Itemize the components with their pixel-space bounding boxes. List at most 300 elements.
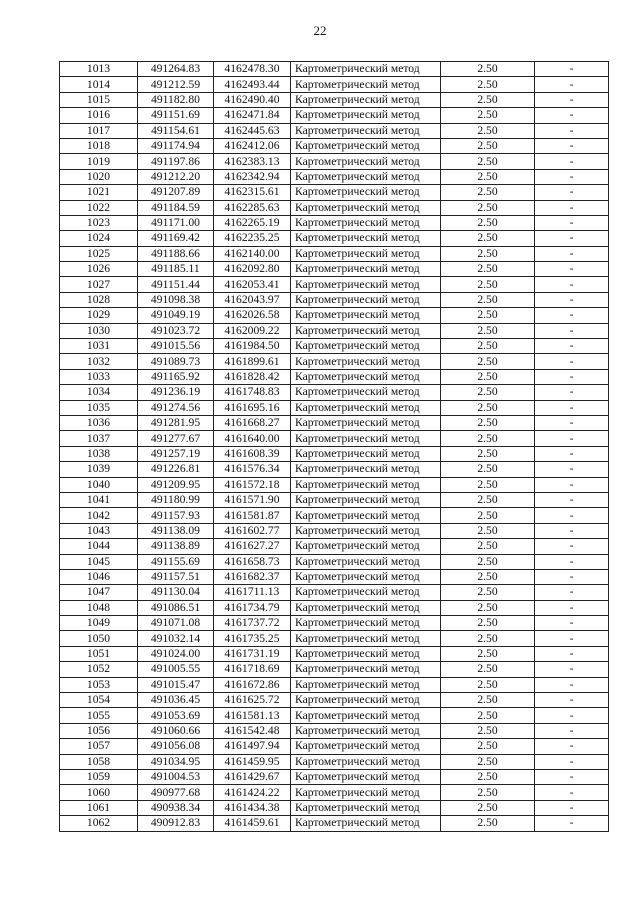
x-coordinate-cell: 491155.69 [138, 554, 214, 569]
accuracy-cell: 2.50 [441, 215, 535, 230]
point-number-cell: 1040 [60, 477, 138, 492]
accuracy-cell: 2.50 [441, 646, 535, 661]
x-coordinate-cell: 491151.44 [138, 277, 214, 292]
method-cell: Картометрический метод [291, 77, 441, 92]
accuracy-cell: 2.50 [441, 262, 535, 277]
accuracy-cell: 2.50 [441, 385, 535, 400]
table-row [60, 554, 609, 569]
x-coordinate-cell: 491053.69 [138, 708, 214, 723]
method-cell: Картометрический метод [291, 62, 441, 77]
method-cell: Картометрический метод [291, 385, 441, 400]
y-coordinate-cell: 4161828.42 [214, 369, 291, 384]
y-coordinate-cell: 4161571.90 [214, 492, 291, 507]
note-cell: - [535, 169, 609, 184]
table-row [60, 585, 609, 600]
table-row [60, 292, 609, 307]
table-row [60, 800, 609, 815]
point-number-cell: 1019 [60, 154, 138, 169]
y-coordinate-cell: 4161576.34 [214, 462, 291, 477]
x-coordinate-cell: 491257.19 [138, 446, 214, 461]
x-coordinate-cell: 490912.83 [138, 816, 214, 831]
point-number-cell: 1048 [60, 600, 138, 615]
note-cell: - [535, 477, 609, 492]
method-cell: Картометрический метод [291, 369, 441, 384]
method-cell: Картометрический метод [291, 708, 441, 723]
note-cell: - [535, 539, 609, 554]
accuracy-cell: 2.50 [441, 693, 535, 708]
accuracy-cell: 2.50 [441, 785, 535, 800]
method-cell: Картометрический метод [291, 462, 441, 477]
x-coordinate-cell: 491212.59 [138, 77, 214, 92]
table-row [60, 446, 609, 461]
method-cell: Картометрический метод [291, 339, 441, 354]
note-cell: - [535, 446, 609, 461]
table-row [60, 477, 609, 492]
y-coordinate-cell: 4162342.94 [214, 169, 291, 184]
y-coordinate-cell: 4162412.06 [214, 138, 291, 153]
method-cell: Картометрический метод [291, 539, 441, 554]
point-number-cell: 1026 [60, 262, 138, 277]
x-coordinate-cell: 491056.08 [138, 739, 214, 754]
table-row [60, 246, 609, 261]
accuracy-cell: 2.50 [441, 138, 535, 153]
point-number-cell: 1052 [60, 662, 138, 677]
y-coordinate-cell: 4161497.94 [214, 739, 291, 754]
table-row [60, 754, 609, 769]
point-number-cell: 1061 [60, 800, 138, 815]
x-coordinate-cell: 491130.04 [138, 585, 214, 600]
x-coordinate-cell: 491180.99 [138, 492, 214, 507]
y-coordinate-cell: 4162009.22 [214, 323, 291, 338]
accuracy-cell: 2.50 [441, 523, 535, 538]
point-number-cell: 1054 [60, 693, 138, 708]
y-coordinate-cell: 4162140.00 [214, 246, 291, 261]
accuracy-cell: 2.50 [441, 477, 535, 492]
y-coordinate-cell: 4162445.63 [214, 123, 291, 138]
table-row [60, 308, 609, 323]
method-cell: Картометрический метод [291, 800, 441, 815]
table-row [60, 108, 609, 123]
accuracy-cell: 2.50 [441, 169, 535, 184]
x-coordinate-cell: 491184.59 [138, 200, 214, 215]
y-coordinate-cell: 4161682.37 [214, 569, 291, 584]
x-coordinate-cell: 491005.55 [138, 662, 214, 677]
point-number-cell: 1025 [60, 246, 138, 261]
x-coordinate-cell: 491188.66 [138, 246, 214, 261]
table-row [60, 323, 609, 338]
accuracy-cell: 2.50 [441, 600, 535, 615]
point-number-cell: 1050 [60, 631, 138, 646]
method-cell: Картометрический метод [291, 123, 441, 138]
point-number-cell: 1021 [60, 185, 138, 200]
y-coordinate-cell: 4161672.86 [214, 677, 291, 692]
table-row [60, 200, 609, 215]
table-row [60, 123, 609, 138]
method-cell: Картометрический метод [291, 600, 441, 615]
method-cell: Картометрический метод [291, 200, 441, 215]
table-row [60, 400, 609, 415]
y-coordinate-cell: 4161734.79 [214, 600, 291, 615]
table-row [60, 708, 609, 723]
page-number: 22 [313, 23, 327, 38]
accuracy-cell: 2.50 [441, 123, 535, 138]
table-row [60, 569, 609, 584]
method-cell: Картометрический метод [291, 492, 441, 507]
table-row [60, 385, 609, 400]
note-cell: - [535, 92, 609, 107]
y-coordinate-cell: 4162092.80 [214, 262, 291, 277]
note-cell: - [535, 600, 609, 615]
y-coordinate-cell: 4161608.39 [214, 446, 291, 461]
method-cell: Картометрический метод [291, 185, 441, 200]
y-coordinate-cell: 4162026.58 [214, 308, 291, 323]
y-coordinate-cell: 4161737.72 [214, 616, 291, 631]
table-row [60, 138, 609, 153]
note-cell: - [535, 400, 609, 415]
accuracy-cell: 2.50 [441, 431, 535, 446]
x-coordinate-cell: 491015.56 [138, 339, 214, 354]
point-number-cell: 1059 [60, 769, 138, 784]
method-cell: Картометрический метод [291, 400, 441, 415]
method-cell: Картометрический метод [291, 616, 441, 631]
accuracy-cell: 2.50 [441, 200, 535, 215]
point-number-cell: 1055 [60, 708, 138, 723]
y-coordinate-cell: 4161459.61 [214, 816, 291, 831]
accuracy-cell: 2.50 [441, 400, 535, 415]
accuracy-cell: 2.50 [441, 108, 535, 123]
method-cell: Картометрический метод [291, 446, 441, 461]
y-coordinate-cell: 4161748.83 [214, 385, 291, 400]
point-number-cell: 1038 [60, 446, 138, 461]
x-coordinate-cell: 491157.51 [138, 569, 214, 584]
table-row [60, 523, 609, 538]
x-coordinate-cell: 491071.08 [138, 616, 214, 631]
accuracy-cell: 2.50 [441, 231, 535, 246]
method-cell: Картометрический метод [291, 754, 441, 769]
table-row [60, 77, 609, 92]
method-cell: Картометрический метод [291, 693, 441, 708]
y-coordinate-cell: 4161542.48 [214, 723, 291, 738]
table-row [60, 339, 609, 354]
y-coordinate-cell: 4162471.84 [214, 108, 291, 123]
accuracy-cell: 2.50 [441, 677, 535, 692]
method-cell: Картометрический метод [291, 631, 441, 646]
method-cell: Картометрический метод [291, 169, 441, 184]
method-cell: Картометрический метод [291, 769, 441, 784]
method-cell: Картометрический метод [291, 215, 441, 230]
note-cell: - [535, 492, 609, 507]
y-coordinate-cell: 4161429.67 [214, 769, 291, 784]
note-cell: - [535, 339, 609, 354]
y-coordinate-cell: 4161625.72 [214, 693, 291, 708]
point-number-cell: 1056 [60, 723, 138, 738]
note-cell: - [535, 415, 609, 430]
method-cell: Картометрический метод [291, 677, 441, 692]
accuracy-cell: 2.50 [441, 308, 535, 323]
method-cell: Картометрический метод [291, 723, 441, 738]
table-row [60, 415, 609, 430]
table-row [60, 616, 609, 631]
point-number-cell: 1039 [60, 462, 138, 477]
note-cell: - [535, 523, 609, 538]
note-cell: - [535, 693, 609, 708]
point-number-cell: 1031 [60, 339, 138, 354]
point-number-cell: 1049 [60, 616, 138, 631]
y-coordinate-cell: 4162053.41 [214, 277, 291, 292]
x-coordinate-cell: 491185.11 [138, 262, 214, 277]
table-row [60, 277, 609, 292]
x-coordinate-cell: 491207.89 [138, 185, 214, 200]
point-number-cell: 1013 [60, 62, 138, 77]
y-coordinate-cell: 4162478.30 [214, 62, 291, 77]
x-coordinate-cell: 491165.92 [138, 369, 214, 384]
point-number-cell: 1033 [60, 369, 138, 384]
accuracy-cell: 2.50 [441, 616, 535, 631]
method-cell: Картометрический метод [291, 415, 441, 430]
y-coordinate-cell: 4162490.40 [214, 92, 291, 107]
method-cell: Картометрический метод [291, 569, 441, 584]
note-cell: - [535, 569, 609, 584]
table-row [60, 354, 609, 369]
accuracy-cell: 2.50 [441, 446, 535, 461]
table-row [60, 677, 609, 692]
accuracy-cell: 2.50 [441, 754, 535, 769]
y-coordinate-cell: 4161731.19 [214, 646, 291, 661]
point-number-cell: 1028 [60, 292, 138, 307]
point-number-cell: 1062 [60, 816, 138, 831]
point-number-cell: 1046 [60, 569, 138, 584]
accuracy-cell: 2.50 [441, 77, 535, 92]
note-cell: - [535, 631, 609, 646]
point-number-cell: 1058 [60, 754, 138, 769]
accuracy-cell: 2.50 [441, 185, 535, 200]
table-row [60, 785, 609, 800]
method-cell: Картометрический метод [291, 523, 441, 538]
x-coordinate-cell: 491236.19 [138, 385, 214, 400]
point-number-cell: 1018 [60, 138, 138, 153]
x-coordinate-cell: 491226.81 [138, 462, 214, 477]
point-number-cell: 1024 [60, 231, 138, 246]
point-number-cell: 1041 [60, 492, 138, 507]
accuracy-cell: 2.50 [441, 569, 535, 584]
point-number-cell: 1057 [60, 739, 138, 754]
method-cell: Картометрический метод [291, 477, 441, 492]
note-cell: - [535, 800, 609, 815]
point-number-cell: 1027 [60, 277, 138, 292]
point-number-cell: 1047 [60, 585, 138, 600]
point-number-cell: 1023 [60, 215, 138, 230]
accuracy-cell: 2.50 [441, 62, 535, 77]
accuracy-cell: 2.50 [441, 739, 535, 754]
method-cell: Картометрический метод [291, 323, 441, 338]
x-coordinate-cell: 490938.34 [138, 800, 214, 815]
y-coordinate-cell: 4162493.44 [214, 77, 291, 92]
method-cell: Картометрический метод [291, 585, 441, 600]
method-cell: Картометрический метод [291, 554, 441, 569]
method-cell: Картометрический метод [291, 431, 441, 446]
y-coordinate-cell: 4162043.97 [214, 292, 291, 307]
note-cell: - [535, 108, 609, 123]
x-coordinate-cell: 491174.94 [138, 138, 214, 153]
point-number-cell: 1051 [60, 646, 138, 661]
y-coordinate-cell: 4161424.22 [214, 785, 291, 800]
note-cell: - [535, 369, 609, 384]
note-cell: - [535, 739, 609, 754]
y-coordinate-cell: 4161602.77 [214, 523, 291, 538]
table-row [60, 462, 609, 477]
table-row [60, 215, 609, 230]
x-coordinate-cell: 491015.47 [138, 677, 214, 692]
note-cell: - [535, 585, 609, 600]
note-cell: - [535, 462, 609, 477]
point-number-cell: 1034 [60, 385, 138, 400]
accuracy-cell: 2.50 [441, 769, 535, 784]
x-coordinate-cell: 491138.89 [138, 539, 214, 554]
note-cell: - [535, 262, 609, 277]
accuracy-cell: 2.50 [441, 354, 535, 369]
x-coordinate-cell: 491182.80 [138, 92, 214, 107]
y-coordinate-cell: 4161627.27 [214, 539, 291, 554]
method-cell: Картометрический метод [291, 739, 441, 754]
point-number-cell: 1016 [60, 108, 138, 123]
table-row [60, 769, 609, 784]
accuracy-cell: 2.50 [441, 154, 535, 169]
x-coordinate-cell: 491098.38 [138, 292, 214, 307]
y-coordinate-cell: 4161735.25 [214, 631, 291, 646]
y-coordinate-cell: 4162315.61 [214, 185, 291, 200]
x-coordinate-cell: 491024.00 [138, 646, 214, 661]
method-cell: Картометрический метод [291, 262, 441, 277]
x-coordinate-cell: 491197.86 [138, 154, 214, 169]
y-coordinate-cell: 4162285.63 [214, 200, 291, 215]
point-number-cell: 1029 [60, 308, 138, 323]
y-coordinate-cell: 4162235.25 [214, 231, 291, 246]
method-cell: Картометрический метод [291, 292, 441, 307]
point-number-cell: 1032 [60, 354, 138, 369]
x-coordinate-cell: 491060.66 [138, 723, 214, 738]
method-cell: Картометрический метод [291, 816, 441, 831]
y-coordinate-cell: 4161581.87 [214, 508, 291, 523]
x-coordinate-cell: 490977.68 [138, 785, 214, 800]
x-coordinate-cell: 491274.56 [138, 400, 214, 415]
note-cell: - [535, 62, 609, 77]
y-coordinate-cell: 4161899.61 [214, 354, 291, 369]
table-row [60, 62, 609, 77]
y-coordinate-cell: 4161581.13 [214, 708, 291, 723]
point-number-cell: 1030 [60, 323, 138, 338]
accuracy-cell: 2.50 [441, 816, 535, 831]
note-cell: - [535, 554, 609, 569]
note-cell: - [535, 215, 609, 230]
note-cell: - [535, 723, 609, 738]
accuracy-cell: 2.50 [441, 539, 535, 554]
x-coordinate-cell: 491264.83 [138, 62, 214, 77]
note-cell: - [535, 816, 609, 831]
note-cell: - [535, 769, 609, 784]
coordinates-table [59, 61, 609, 832]
accuracy-cell: 2.50 [441, 369, 535, 384]
table-row [60, 600, 609, 615]
table-row [60, 539, 609, 554]
point-number-cell: 1017 [60, 123, 138, 138]
accuracy-cell: 2.50 [441, 708, 535, 723]
method-cell: Картометрический метод [291, 277, 441, 292]
table-row [60, 431, 609, 446]
accuracy-cell: 2.50 [441, 323, 535, 338]
y-coordinate-cell: 4161572.18 [214, 477, 291, 492]
method-cell: Картометрический метод [291, 92, 441, 107]
note-cell: - [535, 754, 609, 769]
coordinates-table-body [60, 62, 609, 832]
y-coordinate-cell: 4161640.00 [214, 431, 291, 446]
method-cell: Картометрический метод [291, 308, 441, 323]
x-coordinate-cell: 491281.95 [138, 415, 214, 430]
table-row [60, 816, 609, 831]
note-cell: - [535, 385, 609, 400]
x-coordinate-cell: 491089.73 [138, 354, 214, 369]
table-row [60, 646, 609, 661]
y-coordinate-cell: 4161658.73 [214, 554, 291, 569]
y-coordinate-cell: 4161695.16 [214, 400, 291, 415]
x-coordinate-cell: 491049.19 [138, 308, 214, 323]
table-row [60, 508, 609, 523]
point-number-cell: 1015 [60, 92, 138, 107]
note-cell: - [535, 77, 609, 92]
y-coordinate-cell: 4161711.13 [214, 585, 291, 600]
x-coordinate-cell: 491138.09 [138, 523, 214, 538]
y-coordinate-cell: 4162265.19 [214, 215, 291, 230]
method-cell: Картометрический метод [291, 646, 441, 661]
point-number-cell: 1020 [60, 169, 138, 184]
accuracy-cell: 2.50 [441, 92, 535, 107]
x-coordinate-cell: 491154.61 [138, 123, 214, 138]
y-coordinate-cell: 4161984.50 [214, 339, 291, 354]
point-number-cell: 1044 [60, 539, 138, 554]
accuracy-cell: 2.50 [441, 585, 535, 600]
accuracy-cell: 2.50 [441, 292, 535, 307]
accuracy-cell: 2.50 [441, 662, 535, 677]
note-cell: - [535, 277, 609, 292]
accuracy-cell: 2.50 [441, 415, 535, 430]
table-row [60, 169, 609, 184]
point-number-cell: 1022 [60, 200, 138, 215]
method-cell: Картометрический метод [291, 138, 441, 153]
y-coordinate-cell: 4161718.69 [214, 662, 291, 677]
table-row [60, 92, 609, 107]
method-cell: Картометрический метод [291, 108, 441, 123]
table-row [60, 185, 609, 200]
note-cell: - [535, 200, 609, 215]
note-cell: - [535, 323, 609, 338]
note-cell: - [535, 508, 609, 523]
accuracy-cell: 2.50 [441, 508, 535, 523]
note-cell: - [535, 308, 609, 323]
note-cell: - [535, 662, 609, 677]
y-coordinate-cell: 4161459.95 [214, 754, 291, 769]
accuracy-cell: 2.50 [441, 631, 535, 646]
method-cell: Картометрический метод [291, 508, 441, 523]
x-coordinate-cell: 491086.51 [138, 600, 214, 615]
method-cell: Картометрический метод [291, 246, 441, 261]
note-cell: - [535, 231, 609, 246]
method-cell: Картометрический метод [291, 231, 441, 246]
x-coordinate-cell: 491034.95 [138, 754, 214, 769]
point-number-cell: 1035 [60, 400, 138, 415]
point-number-cell: 1042 [60, 508, 138, 523]
table-row [60, 262, 609, 277]
y-coordinate-cell: 4161668.27 [214, 415, 291, 430]
note-cell: - [535, 246, 609, 261]
